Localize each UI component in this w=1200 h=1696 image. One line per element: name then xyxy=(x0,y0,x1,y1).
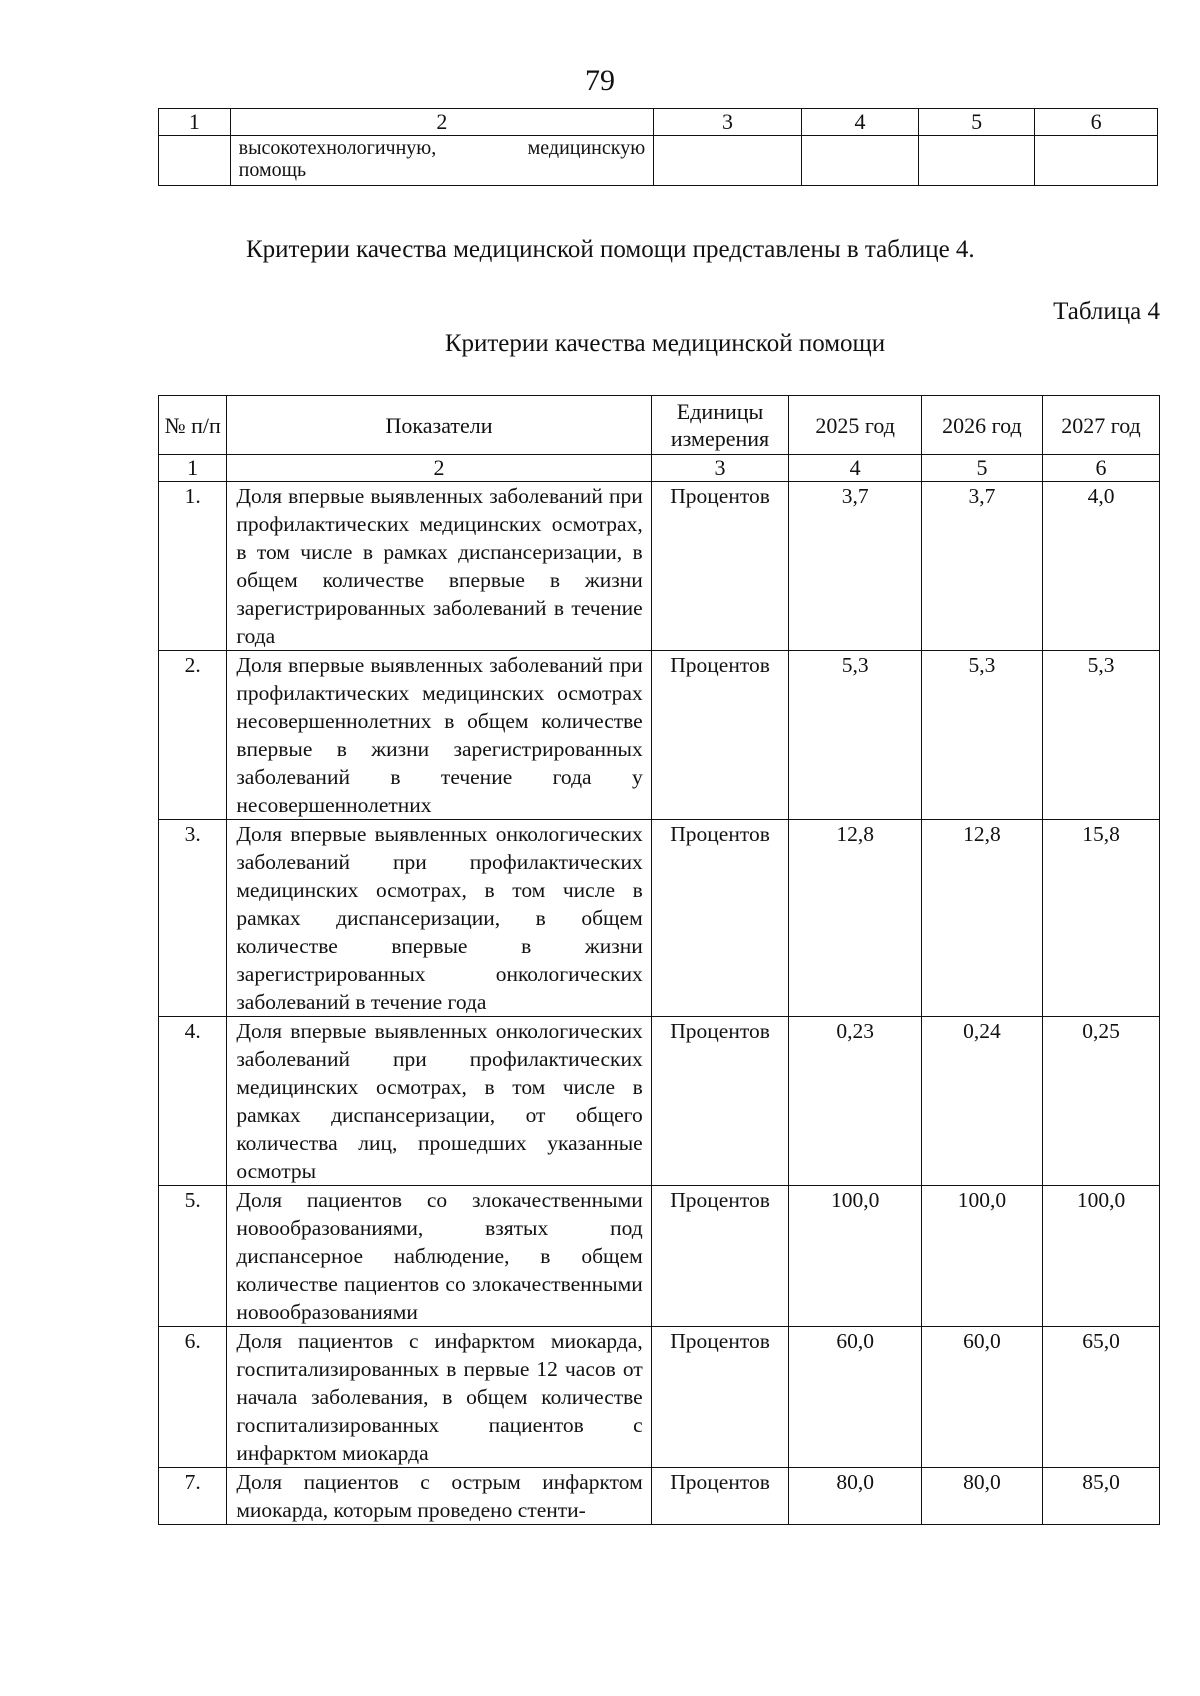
col-number: 4 xyxy=(801,109,918,136)
row-unit: Процентов xyxy=(651,1186,789,1327)
row-text-line: помощь xyxy=(238,159,307,181)
value-2027: 65,0 xyxy=(1043,1327,1160,1468)
value-2025: 5,3 xyxy=(789,651,922,820)
row-unit: Процентов xyxy=(651,1017,789,1186)
value-2026: 0,24 xyxy=(921,1017,1042,1186)
row-indicator: Доля пациентов с инфарктом миокарда, госпитализированных в первые 12 часов от начала заболевания, в общем количестве госпитализированных пациентов с инфарктом миокарда xyxy=(227,1327,651,1468)
col-number: 2 xyxy=(227,455,651,482)
row-indicator: Доля пациентов с острым инфарктом миокарда, которым проведено стенти- xyxy=(227,1468,651,1525)
row-text-line: высокотехнологичную, медицинскую xyxy=(238,137,646,159)
header-unit: Единицы измерения xyxy=(651,396,789,455)
row-number: 7. xyxy=(159,1468,227,1525)
header-row xyxy=(159,396,1160,455)
value-2025: 60,0 xyxy=(789,1327,922,1468)
row-unit: Процентов xyxy=(651,1468,789,1525)
col-number: 5 xyxy=(919,109,1035,136)
table-row xyxy=(159,820,1160,1017)
col-number: 1 xyxy=(159,455,227,482)
row-number: 3. xyxy=(159,820,227,1017)
quality-criteria-table xyxy=(158,395,1160,1525)
page-number: 79 xyxy=(585,64,615,97)
value-2025: 80,0 xyxy=(789,1468,922,1525)
table-row xyxy=(159,1327,1160,1468)
row-number: 1. xyxy=(159,482,227,651)
col-number: 4 xyxy=(789,455,922,482)
col-number: 3 xyxy=(654,109,802,136)
row-number: 4. xyxy=(159,1017,227,1186)
col-number: 3 xyxy=(651,455,789,482)
row-indicator: Доля впервые выявленных заболеваний при профилактических медицинских осмотрах несовершеннолетних в общем количестве впервые в жизни зарегистрированных заболеваний в течение года у несовершеннолетних xyxy=(227,651,651,820)
value-2025: 12,8 xyxy=(789,820,922,1017)
column-number-row xyxy=(159,109,1158,136)
value-2027: 85,0 xyxy=(1043,1468,1160,1525)
col-number: 1 xyxy=(159,109,231,136)
value-2027: 5,3 xyxy=(1043,651,1160,820)
row-indicator: Доля впервые выявленных онкологических заболеваний при профилактических медицинских осмотрах, в том числе в рамках диспансеризации, в общем количестве впервые в жизни зарегистрированных онкологических заболеваний в течение года xyxy=(227,820,651,1017)
row-text xyxy=(230,136,653,186)
row-indicator: Доля впервые выявленных заболеваний при профилактических медицинских осмотрах, в том числе в рамках диспансеризации, в общем количестве впервые в жизни зарегистрированных заболеваний в течение года xyxy=(227,482,651,651)
value-2026: 60,0 xyxy=(921,1327,1042,1468)
continued-table xyxy=(158,108,1158,186)
table-row xyxy=(159,1468,1160,1525)
value-2025: 3,7 xyxy=(789,482,922,651)
table-title: Критерии качества медицинской помощи xyxy=(444,330,886,357)
table-label: Таблица 4 xyxy=(1053,298,1160,325)
table-row xyxy=(159,482,1160,651)
row-number: 2. xyxy=(159,651,227,820)
header-2026: 2026 год xyxy=(921,396,1042,455)
value-2026: 5,3 xyxy=(921,651,1042,820)
value-2026: 100,0 xyxy=(921,1186,1042,1327)
value-2027: 0,25 xyxy=(1043,1017,1160,1186)
row-number: 5. xyxy=(159,1186,227,1327)
row-unit: Процентов xyxy=(651,651,789,820)
header-indicator: Показатели xyxy=(227,396,651,455)
value-2026: 12,8 xyxy=(921,820,1042,1017)
header-2027: 2027 год xyxy=(1043,396,1160,455)
value-2027: 15,8 xyxy=(1043,820,1160,1017)
value-2025: 100,0 xyxy=(789,1186,922,1327)
intro-paragraph: Критерии качества медицинской помощи представлены в таблице 4. xyxy=(246,236,975,263)
row-unit: Процентов xyxy=(651,820,789,1017)
row-unit: Процентов xyxy=(651,1327,789,1468)
row-unit: Процентов xyxy=(651,482,789,651)
header-num: № п/п xyxy=(159,396,227,455)
row-indicator: Доля впервые выявленных онкологических заболеваний при профилактических медицинских осмотрах, в том числе в рамках диспансеризации, от общего количества лиц, прошедших указанные осмотры xyxy=(227,1017,651,1186)
table-row xyxy=(159,1017,1160,1186)
col-number: 6 xyxy=(1043,455,1160,482)
col-number: 2 xyxy=(230,109,653,136)
column-number-row xyxy=(159,455,1160,482)
table-row xyxy=(159,1186,1160,1327)
row-number: 6. xyxy=(159,1327,227,1468)
value-2027: 4,0 xyxy=(1043,482,1160,651)
table-row xyxy=(159,136,1158,186)
row-indicator: Доля пациентов со злокачественными новообразованиями, взятых под диспансерное наблюдение, в общем количестве пациентов со злокачественными новообразованиями xyxy=(227,1186,651,1327)
value-2026: 80,0 xyxy=(921,1468,1042,1525)
col-number: 5 xyxy=(921,455,1042,482)
header-2025: 2025 год xyxy=(789,396,922,455)
col-number: 6 xyxy=(1035,109,1158,136)
value-2027: 100,0 xyxy=(1043,1186,1160,1327)
table-row xyxy=(159,651,1160,820)
value-2026: 3,7 xyxy=(921,482,1042,651)
value-2025: 0,23 xyxy=(789,1017,922,1186)
